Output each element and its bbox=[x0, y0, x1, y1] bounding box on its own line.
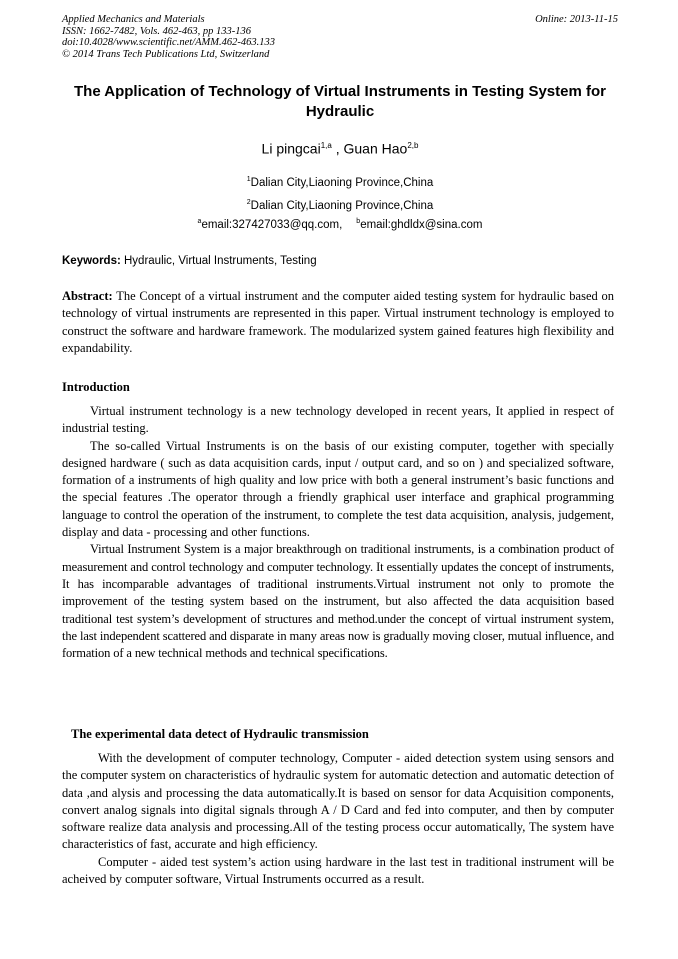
journal-header bbox=[62, 14, 618, 60]
affiliation-2 bbox=[62, 196, 618, 213]
introduction-section bbox=[62, 403, 614, 662]
abstract bbox=[62, 288, 614, 358]
affiliation-1 bbox=[62, 173, 618, 190]
section-heading-experimental: The experimental data detect of Hydraulic transmission bbox=[71, 727, 369, 741]
email-line bbox=[62, 215, 618, 232]
paragraph: Virtual instrument technology is a new technology developed in recent years, It applied in respect of industrial testing. bbox=[62, 404, 614, 436]
affiliation-2-marker: 2 bbox=[246, 199, 251, 206]
paper-title: The Application of Technology of Virtual Instruments in Testing System for Hydraulic bbox=[74, 83, 606, 120]
affiliation-1-marker: 1 bbox=[246, 176, 251, 183]
doi-line: doi:10.4028/www.scientific.net/AMM.462-463.133 bbox=[62, 37, 275, 48]
email-a: email:327427033@qq.com, bbox=[201, 218, 343, 231]
affiliation-2-text: Dalian City,Liaoning Province,China bbox=[250, 199, 434, 212]
section-heading-introduction: Introduction bbox=[62, 380, 130, 394]
keywords-label: Keywords: bbox=[62, 255, 121, 267]
paragraph: Virtual Instrument System is a major breakthrough on traditional instruments, is a combination product of measurement and control technology and computer technology. It essentially updates the concept of instruments, It has incomparable advantages of traditional instruments.Virtual instrument not only to promote the improvement of the testing system based on the instrument, but also affected the data acquisition based traditional test system’s development of structures and method.under the concept of virtual instrument system, the last independent scattered and disparate in many areas now is gradually moving closer, mutual influence, and formation of a new technical methods and technical specifications. bbox=[62, 542, 614, 661]
keywords bbox=[62, 254, 618, 268]
affiliation-1-text: Dalian City,Liaoning Province,China bbox=[250, 176, 434, 189]
copyright-line: © 2014 Trans Tech Publications Ltd, Switzerland bbox=[62, 48, 270, 60]
author-1: Li pingcai bbox=[261, 140, 321, 157]
email-b-marker: b bbox=[356, 218, 361, 225]
experimental-section bbox=[62, 750, 614, 888]
journal-name: Applied Mechanics and Materials bbox=[62, 14, 205, 25]
email-a-marker: a bbox=[197, 218, 202, 225]
keywords-text: Hydraulic, Virtual Instruments, Testing bbox=[120, 255, 317, 267]
abstract-text: The Concept of a virtual instrument and the computer aided testing system for hydraulic based on technology of virtual instruments are represented in this paper. Virtual instrument technology is employed to construct the software and hardware framework. The modularized system gained features high flexibility and expandability. bbox=[62, 289, 614, 356]
paragraph: Computer - aided test system’s action using hardware in the last test in traditional instrument will be acheived by computer software, Virtual Instruments occurred as a result. bbox=[62, 854, 614, 887]
author-2: Guan Hao bbox=[343, 140, 408, 157]
paragraph: With the development of computer technology, Computer - aided detection system using sensors and the computer system on characteristics of hydraulic system for automatic detection and automatic detection of data ,and alysis and processing the data automatically.It is based on sensor for data Acquisition components, convert analog signals into digital signals through A / D Card and fed into computer, and then by computer software realize data analysis and processing.All of the testing process occur automatically, The system have characteristics of fast, accurate and high efficiency. bbox=[62, 751, 614, 852]
abstract-label: Abstract: bbox=[62, 289, 113, 303]
author-2-marker: 2,b bbox=[407, 141, 419, 150]
issn-line: ISSN: 1662-7482, Vols. 462-463, pp 133-136 bbox=[62, 25, 251, 37]
online-date: Online: 2013-11-15 bbox=[535, 14, 618, 25]
author-1-marker: 1,a bbox=[320, 141, 332, 150]
email-b: email:ghdldx@sina.com bbox=[360, 218, 483, 231]
author-separator: , bbox=[331, 140, 344, 157]
author-line bbox=[62, 137, 618, 158]
paragraph: The so-called Virtual Instruments is on the basis of our existing computer, together with specially designed hardware ( such as data acquisition cards, input / output card, and so on ) and specialized software, formation of a instruments of high quality and low price with both a general instrument’s basic functions and the special features .The operator through a friendly graphical user interface and graphical programming language to control the operation of the instrument, to complete the test data acquisition, analysis, judgement, display and data - processing and other functions. bbox=[62, 438, 614, 540]
